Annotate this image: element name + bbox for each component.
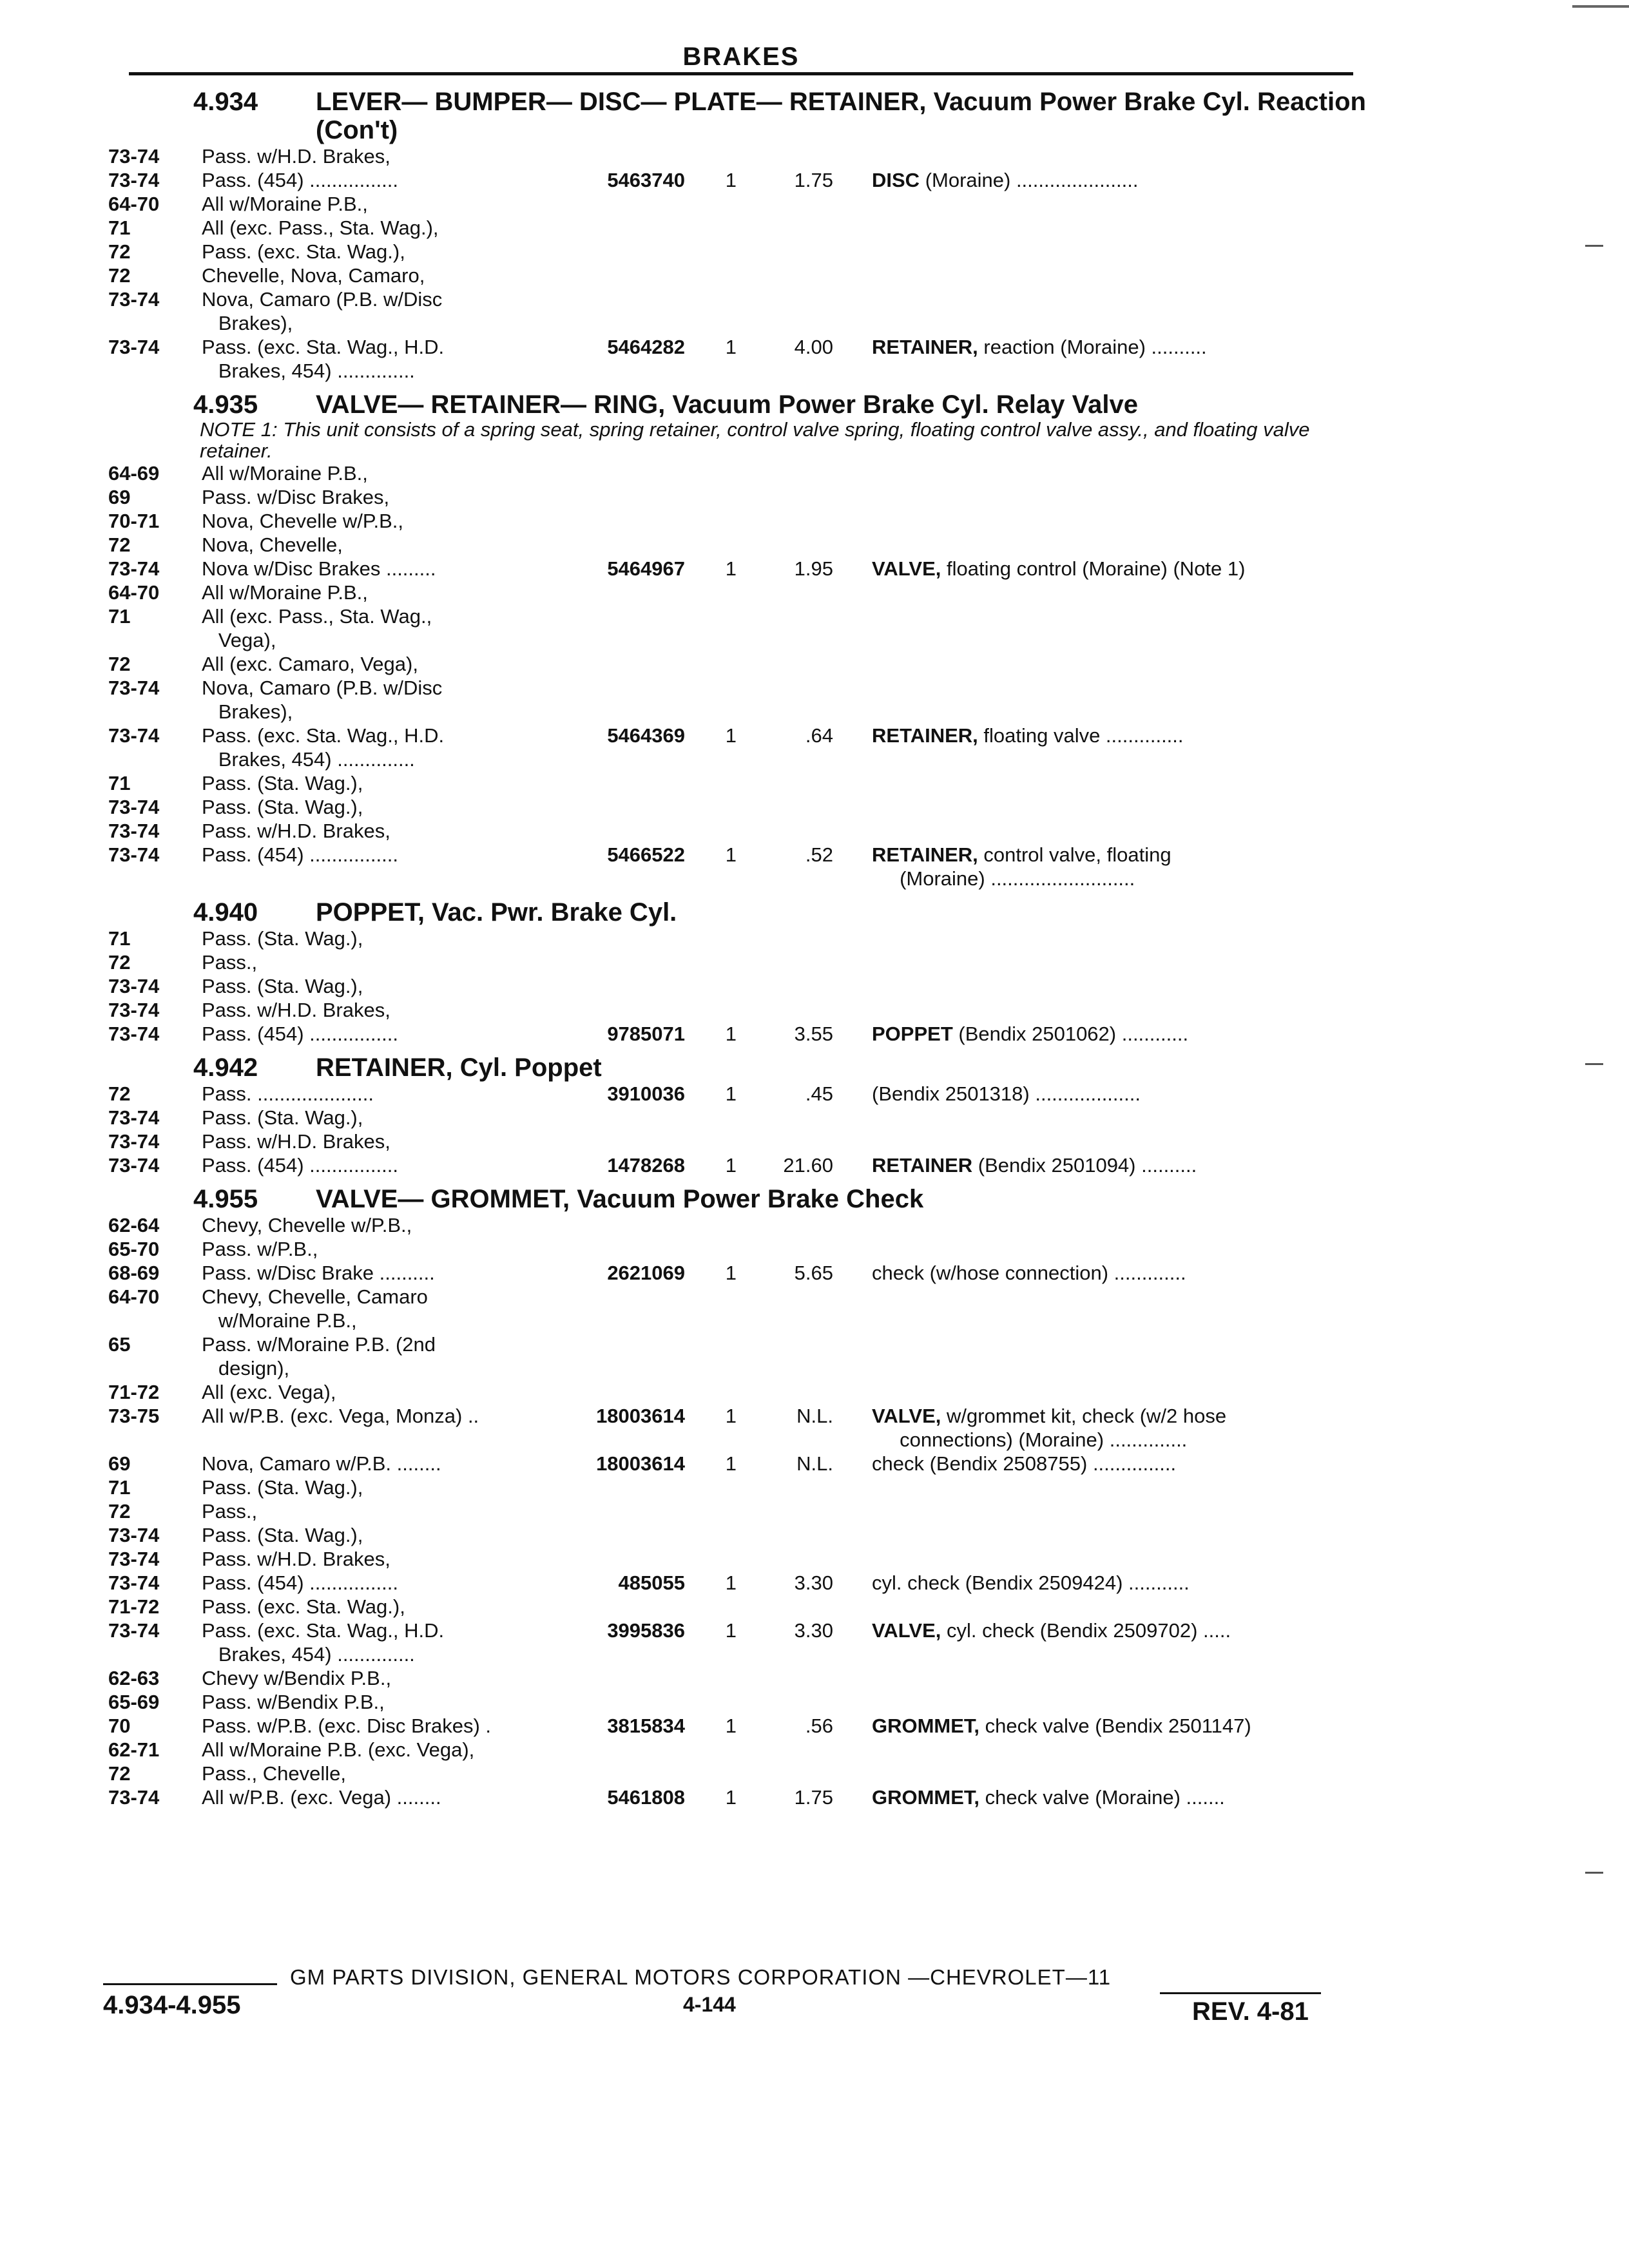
quantity: 1 <box>725 1154 737 1177</box>
section-number: 4.940 <box>193 898 258 927</box>
model-year: 71-72 <box>108 1595 160 1618</box>
part-row <box>0 1082 1629 1106</box>
application: Pass. w/Disc Brakes, <box>202 486 390 508</box>
part-row <box>0 974 1629 998</box>
section-title <box>193 390 1629 419</box>
model-year: 71 <box>108 216 131 239</box>
part-row <box>0 533 1629 557</box>
part-row <box>0 676 1629 724</box>
part-row <box>0 950 1629 974</box>
footer-corporation: GM PARTS DIVISION, GENERAL MOTORS CORPORATION —CHEVROLET—11 <box>290 1965 1112 1989</box>
application: All w/P.B. (exc. Vega) ........ <box>202 1786 441 1809</box>
part-row <box>0 1571 1629 1595</box>
section-number: 4.955 <box>193 1185 258 1213</box>
part-row <box>0 1106 1629 1129</box>
margin-mark <box>1585 245 1603 247</box>
model-year: 65 <box>108 1333 131 1356</box>
part-row <box>0 1237 1629 1261</box>
model-year: 72 <box>108 1762 131 1785</box>
quantity: 1 <box>725 1262 737 1284</box>
description <box>833 1082 1342 1106</box>
quantity: 1 <box>725 1023 737 1045</box>
model-year: 73-75 <box>108 1405 160 1427</box>
description <box>833 168 1342 192</box>
application: Pass. (454) ................ <box>202 1571 398 1594</box>
application: Pass. w/H.D. Brakes, <box>202 145 390 168</box>
price: 3.30 <box>794 1571 833 1594</box>
description-keyword: GROMMET, <box>872 1786 980 1809</box>
parts-section <box>0 1185 1629 1809</box>
section-title <box>193 1053 1629 1082</box>
model-year: 73-74 <box>108 1154 160 1177</box>
part-row <box>0 557 1629 581</box>
description-text: (Moraine) ...................... <box>920 169 1139 191</box>
description-text: check (w/hose connection) ............. <box>872 1262 1186 1284</box>
description-text: check valve (Bendix 2501147) <box>979 1715 1251 1737</box>
price: 3.55 <box>794 1023 833 1045</box>
application: Pass. (454) ................ <box>202 843 398 866</box>
application: Pass. (454) ................ <box>202 169 398 191</box>
section-number: 4.935 <box>193 390 258 419</box>
part-row <box>0 998 1629 1022</box>
model-year: 64-70 <box>108 193 160 215</box>
part-row <box>0 144 1629 168</box>
scan-mark <box>1572 5 1629 8</box>
part-row <box>0 652 1629 676</box>
model-year: 72 <box>108 533 131 556</box>
model-year: 69 <box>108 486 131 508</box>
description-keyword: VALVE, <box>872 1405 941 1427</box>
section-heading: VALVE— GROMMET, Vacuum Power Brake Check <box>316 1185 924 1213</box>
part-number: 5466522 <box>607 843 685 866</box>
model-year: 65-69 <box>108 1691 160 1713</box>
part-row <box>0 1261 1629 1285</box>
description-keyword: GROMMET, <box>872 1715 980 1737</box>
part-row <box>0 485 1629 509</box>
model-year: 73-74 <box>108 724 160 747</box>
price: 4.00 <box>794 336 833 358</box>
application: Nova, Chevelle w/P.B., <box>202 510 404 532</box>
part-row <box>0 843 1629 890</box>
price: 3.30 <box>794 1619 833 1642</box>
margin-mark <box>1585 1063 1603 1065</box>
model-year: 72 <box>108 951 131 974</box>
application: Chevy w/Bendix P.B., <box>202 1667 392 1689</box>
model-year: 72 <box>108 264 131 287</box>
section-heading: VALVE— RETAINER— RING, Vacuum Power Brake Cyl. Relay Valve <box>316 390 1138 419</box>
model-year: 62-71 <box>108 1738 160 1761</box>
part-row <box>0 1022 1629 1046</box>
part-row <box>0 1619 1629 1666</box>
quantity: 1 <box>725 1715 737 1737</box>
application: Pass. (454) ................ <box>202 1154 398 1177</box>
part-row <box>0 1690 1629 1714</box>
model-year: 73-74 <box>108 677 160 699</box>
description-text: reaction (Moraine) .......... <box>978 336 1207 358</box>
price: .45 <box>805 1082 833 1105</box>
part-row <box>0 1738 1629 1762</box>
model-year: 73-74 <box>108 820 160 842</box>
application: Nova, Camaro (P.B. w/Disc Brakes), <box>202 677 443 723</box>
description <box>833 843 1342 890</box>
description <box>833 1153 1342 1177</box>
application: Pass. w/Disc Brake .......... <box>202 1262 435 1284</box>
model-year: 73-74 <box>108 1786 160 1809</box>
part-number: 5464967 <box>607 557 685 580</box>
part-number: 2621069 <box>607 1262 685 1284</box>
description-keyword: RETAINER <box>872 1154 973 1177</box>
section-heading: POPPET, Vac. Pwr. Brake Cyl. <box>316 898 677 927</box>
part-number: 3910036 <box>607 1082 685 1105</box>
application: All w/P.B. (exc. Vega, Monza) .. <box>202 1405 479 1427</box>
application: Chevelle, Nova, Camaro, <box>202 264 425 287</box>
quantity: 1 <box>725 724 737 747</box>
price: 21.60 <box>783 1154 833 1177</box>
model-year: 72 <box>108 1500 131 1523</box>
description <box>833 1785 1342 1809</box>
application: Nova, Camaro w/P.B. ........ <box>202 1452 441 1475</box>
description <box>833 1452 1342 1475</box>
model-year: 73-74 <box>108 169 160 191</box>
model-year: 73-74 <box>108 999 160 1021</box>
model-year: 73-74 <box>108 975 160 997</box>
price: 1.95 <box>794 557 833 580</box>
footer-rule-left <box>103 1983 277 1985</box>
header-rule <box>129 72 1353 75</box>
part-row <box>0 1666 1629 1690</box>
quantity: 1 <box>725 169 737 191</box>
application: Pass. ..................... <box>202 1082 374 1105</box>
application: Pass. (Sta. Wag.), <box>202 796 363 818</box>
model-year: 73-74 <box>108 336 160 358</box>
model-year: 73-74 <box>108 796 160 818</box>
model-year: 71 <box>108 772 131 794</box>
description-text: cyl. check (Bendix 2509702) ..... <box>941 1619 1231 1642</box>
quantity: 1 <box>725 1619 737 1642</box>
footer-page-number: 4-144 <box>683 1993 736 2016</box>
section-title <box>193 898 1629 927</box>
part-row <box>0 604 1629 652</box>
model-year: 73-74 <box>108 1619 160 1642</box>
part-row <box>0 168 1629 192</box>
part-row <box>0 795 1629 819</box>
parts-sections <box>0 84 1629 1817</box>
margin-mark <box>1585 1872 1603 1874</box>
quantity: 1 <box>725 1452 737 1475</box>
description-keyword: RETAINER, <box>872 724 978 747</box>
part-row <box>0 819 1629 843</box>
application: All (exc. Camaro, Vega), <box>202 653 418 675</box>
part-row <box>0 927 1629 950</box>
application: All (exc. Pass., Sta. Wag., Vega), <box>202 605 432 651</box>
application: Pass. w/H.D. Brakes, <box>202 999 390 1021</box>
description-text: floating valve .............. <box>978 724 1184 747</box>
part-number: 3995836 <box>607 1619 685 1642</box>
application: Pass. w/P.B. (exc. Disc Brakes) . <box>202 1715 492 1737</box>
application: Pass., Chevelle, <box>202 1762 346 1785</box>
part-row <box>0 1785 1629 1809</box>
price: 5.65 <box>794 1262 833 1284</box>
description-text: w/grommet kit, check (w/2 hose connections) (Moraine) .............. <box>900 1405 1227 1451</box>
application: Nova, Chevelle, <box>202 533 343 556</box>
price: N.L. <box>796 1405 833 1427</box>
description <box>833 1022 1342 1046</box>
application: All (exc. Pass., Sta. Wag.), <box>202 216 439 239</box>
price: .56 <box>805 1715 833 1737</box>
model-year: 72 <box>108 653 131 675</box>
parts-section <box>0 390 1629 890</box>
part-row <box>0 1153 1629 1177</box>
model-year: 71-72 <box>108 1381 160 1403</box>
model-year: 72 <box>108 1082 131 1105</box>
footer-rule-right <box>1160 1992 1321 1994</box>
part-number: 18003614 <box>596 1405 685 1427</box>
description <box>833 1261 1342 1285</box>
description-text: check (Bendix 2508755) ............... <box>872 1452 1177 1475</box>
part-number: 5464369 <box>607 724 685 747</box>
model-year: 73-74 <box>108 843 160 866</box>
application: Pass. (Sta. Wag.), <box>202 1106 363 1129</box>
model-year: 72 <box>108 240 131 263</box>
part-row <box>0 771 1629 795</box>
part-row <box>0 1499 1629 1523</box>
application: Pass. (Sta. Wag.), <box>202 1476 363 1499</box>
part-number: 9785071 <box>607 1023 685 1045</box>
part-row <box>0 335 1629 383</box>
price: .64 <box>805 724 833 747</box>
model-year: 64-70 <box>108 581 160 604</box>
quantity: 1 <box>725 557 737 580</box>
part-row <box>0 240 1629 264</box>
model-year: 64-69 <box>108 462 160 485</box>
application: Pass. (454) ................ <box>202 1023 398 1045</box>
application: Nova w/Disc Brakes ......... <box>202 557 436 580</box>
quantity: 1 <box>725 1082 737 1105</box>
description <box>833 335 1342 359</box>
part-row <box>0 1129 1629 1153</box>
application: Chevy, Chevelle w/P.B., <box>202 1214 412 1236</box>
part-row <box>0 1523 1629 1547</box>
description <box>833 1714 1342 1738</box>
part-row <box>0 509 1629 533</box>
application: Pass. (Sta. Wag.), <box>202 772 363 794</box>
description-text: (Bendix 2501094) .......... <box>972 1154 1197 1177</box>
application: Pass. w/Bendix P.B., <box>202 1691 385 1713</box>
page-header: BRAKES <box>682 43 800 71</box>
part-row <box>0 1332 1629 1380</box>
description-text: control valve, floating (Moraine) .......................... <box>900 843 1171 890</box>
application: Pass., <box>202 1500 258 1523</box>
model-year: 73-74 <box>108 1023 160 1045</box>
application: All w/Moraine P.B. (exc. Vega), <box>202 1738 475 1761</box>
description <box>833 1404 1342 1452</box>
part-row <box>0 1714 1629 1738</box>
part-row <box>0 1595 1629 1619</box>
quantity: 1 <box>725 843 737 866</box>
parts-section <box>0 88 1629 383</box>
section-number: 4.934 <box>193 88 258 116</box>
model-year: 73-74 <box>108 1571 160 1594</box>
description-text: (Bendix 2501062) ............ <box>952 1023 1189 1045</box>
part-number: 5464282 <box>607 336 685 358</box>
part-row <box>0 1547 1629 1571</box>
application: All w/Moraine P.B., <box>202 581 368 604</box>
model-year: 71 <box>108 605 131 628</box>
quantity: 1 <box>725 1786 737 1809</box>
model-year: 65-70 <box>108 1238 160 1260</box>
description-keyword: DISC <box>872 169 920 191</box>
section-title <box>193 88 1629 144</box>
section-heading: RETAINER, Cyl. Poppet <box>316 1053 602 1082</box>
description <box>833 1619 1342 1642</box>
description-keyword: VALVE, <box>872 1619 941 1642</box>
description-text: floating control (Moraine) (Note 1) <box>941 557 1246 580</box>
quantity: 1 <box>725 1571 737 1594</box>
application: Pass. w/P.B., <box>202 1238 318 1260</box>
model-year: 73-74 <box>108 145 160 168</box>
description-text: (Bendix 2501318) ................... <box>872 1082 1141 1105</box>
application: Pass. w/H.D. Brakes, <box>202 1130 390 1153</box>
description-keyword: POPPET <box>872 1023 953 1045</box>
part-row <box>0 1213 1629 1237</box>
price: N.L. <box>796 1452 833 1475</box>
part-row <box>0 1285 1629 1332</box>
section-note: NOTE 1: This unit consists of a spring seat, spring retainer, control valve spring, floating control valve assy., and floating valve retainer. <box>200 418 1310 462</box>
description-keyword: VALVE, <box>872 557 941 580</box>
model-year: 64-70 <box>108 1285 160 1308</box>
part-row <box>0 192 1629 216</box>
model-year: 73-74 <box>108 1106 160 1129</box>
parts-section <box>0 898 1629 1046</box>
description <box>833 557 1342 581</box>
part-number: 3815834 <box>607 1715 685 1737</box>
model-year: 73-74 <box>108 1548 160 1570</box>
model-year: 62-63 <box>108 1667 160 1689</box>
description <box>833 724 1342 747</box>
application: Pass. w/H.D. Brakes, <box>202 820 390 842</box>
quantity: 1 <box>725 1405 737 1427</box>
description-keyword: RETAINER, <box>872 336 978 358</box>
part-row <box>0 216 1629 240</box>
application: Pass. (Sta. Wag.), <box>202 927 363 950</box>
section-heading: LEVER— BUMPER— DISC— PLATE— RETAINER, Vacuum Power Brake Cyl. Reaction (Con't) <box>316 88 1366 144</box>
parts-section <box>0 1053 1629 1177</box>
model-year: 71 <box>108 1476 131 1499</box>
application: Pass. (exc. Sta. Wag., H.D. Brakes, 454) .............. <box>202 336 445 382</box>
part-row <box>0 461 1629 485</box>
application: All w/Moraine P.B., <box>202 462 368 485</box>
footer-range: 4.934-4.955 <box>103 1991 241 2019</box>
section-title <box>193 1185 1629 1213</box>
application: Pass. (exc. Sta. Wag., H.D. Brakes, 454) .............. <box>202 724 445 771</box>
model-year: 73-74 <box>108 557 160 580</box>
description-text: cyl. check (Bendix 2509424) ........... <box>872 1571 1190 1594</box>
application: Pass. (exc. Sta. Wag.), <box>202 1595 405 1618</box>
part-row <box>0 1452 1629 1475</box>
price: .52 <box>805 843 833 866</box>
model-year: 62-64 <box>108 1214 160 1236</box>
application: Nova, Camaro (P.B. w/Disc Brakes), <box>202 288 443 334</box>
application: Pass. w/Moraine P.B. (2nd design), <box>202 1333 436 1379</box>
price: 1.75 <box>794 1786 833 1809</box>
model-year: 69 <box>108 1452 131 1475</box>
part-row <box>0 1380 1629 1404</box>
part-number: 485055 <box>618 1571 685 1594</box>
model-year: 70 <box>108 1715 131 1737</box>
part-number: 5463740 <box>607 169 685 191</box>
section-number: 4.942 <box>193 1053 258 1082</box>
part-row <box>0 1762 1629 1785</box>
quantity: 1 <box>725 336 737 358</box>
part-row <box>0 264 1629 287</box>
model-year: 68-69 <box>108 1262 160 1284</box>
application: All (exc. Vega), <box>202 1381 336 1403</box>
model-year: 73-74 <box>108 1130 160 1153</box>
part-row <box>0 581 1629 604</box>
application: Pass. (exc. Sta. Wag., H.D. Brakes, 454) .............. <box>202 1619 445 1666</box>
description-keyword: RETAINER, <box>872 843 978 866</box>
part-row <box>0 724 1629 771</box>
part-number: 18003614 <box>596 1452 685 1475</box>
application: Pass. (exc. Sta. Wag.), <box>202 240 405 263</box>
description-text: check valve (Moraine) ....... <box>979 1786 1225 1809</box>
application: Pass., <box>202 951 258 974</box>
description <box>833 1571 1342 1595</box>
application: Pass. (Sta. Wag.), <box>202 1524 363 1546</box>
model-year: 73-74 <box>108 288 160 311</box>
part-row <box>0 287 1629 335</box>
application: Pass. (Sta. Wag.), <box>202 975 363 997</box>
application: All w/Moraine P.B., <box>202 193 368 215</box>
model-year: 71 <box>108 927 131 950</box>
footer-revision: REV. 4-81 <box>1192 1997 1309 2026</box>
model-year: 70-71 <box>108 510 160 532</box>
application: Chevy, Chevelle, Camaro w/Moraine P.B., <box>202 1285 428 1332</box>
application: Pass. w/H.D. Brakes, <box>202 1548 390 1570</box>
price: 1.75 <box>794 169 833 191</box>
part-number: 1478268 <box>607 1154 685 1177</box>
part-row <box>0 1404 1629 1452</box>
part-number: 5461808 <box>607 1786 685 1809</box>
model-year: 73-74 <box>108 1524 160 1546</box>
part-row <box>0 1475 1629 1499</box>
